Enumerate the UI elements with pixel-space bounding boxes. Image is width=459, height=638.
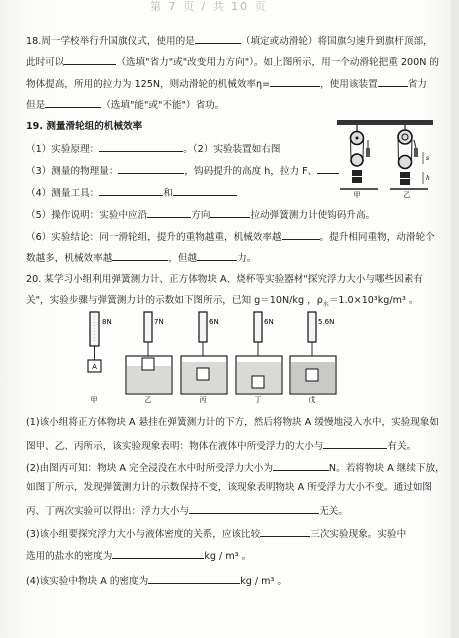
q19-text: ，但越 bbox=[168, 253, 198, 264]
answer-blank[interactable] bbox=[112, 250, 168, 261]
q18-text: 但是 bbox=[26, 100, 46, 111]
q20-text: 选用的盐水的密度为 bbox=[26, 551, 113, 562]
q19-line-3 bbox=[26, 185, 326, 201]
q20-text: ＝1.0×10³kg/m³ 。 bbox=[328, 295, 419, 306]
spring-scale-icon bbox=[144, 312, 152, 342]
q19-title: 19. 测量滑轮组的机械效率 bbox=[26, 121, 143, 132]
q19-text: ，钩码提升的高度 h，拉力 F、 bbox=[184, 166, 318, 177]
setup-yi bbox=[126, 312, 172, 404]
spring-scale-icon bbox=[366, 148, 370, 157]
q20-sub: 水 bbox=[322, 300, 329, 308]
q18-text: （选填"省力"或"改变用力方向"）。如上图所示，用一个动滑轮把重 200N 的 bbox=[116, 57, 440, 68]
fixed-pulley-icon bbox=[398, 130, 412, 144]
q19-text: 数越多，机械效率越 bbox=[26, 253, 113, 264]
q20-p1-line-1: (1)该小组将正方体物块 A 悬挂在弹簧测力计的下方，然后将物块 A 缓慢地浸入水中，实验现象如 bbox=[26, 417, 440, 428]
q20-text: kg / m³ 。 bbox=[204, 551, 252, 562]
q19-text: 。提升相同重物，动滑轮个 bbox=[319, 232, 435, 243]
q20-text: (3)该小组要探究浮力大小与液体密度的关系，应该比较 bbox=[26, 529, 261, 540]
answer-blank[interactable] bbox=[195, 33, 241, 44]
reading-ding: 6N bbox=[264, 318, 274, 326]
q20-text: (2)由图丙可知：物块 A 完全浸没在水中时所受浮力大小为 bbox=[26, 463, 273, 474]
q19-line-6 bbox=[26, 250, 436, 266]
answer-blank[interactable] bbox=[99, 141, 183, 152]
q18-line-2 bbox=[26, 54, 440, 70]
reading-yi: 7N bbox=[154, 318, 164, 326]
answer-blank[interactable] bbox=[282, 229, 320, 240]
q20-p2-line-3 bbox=[26, 503, 436, 519]
q19-text: （4）测量工具： bbox=[26, 188, 100, 199]
label-bing: 丙 bbox=[199, 396, 207, 404]
spring-scale-icon bbox=[254, 312, 262, 342]
pulley-setup-1 bbox=[340, 125, 378, 199]
q18-text: （选填"能"或"不能"）省功。 bbox=[101, 100, 225, 111]
setup-wu bbox=[290, 312, 336, 404]
q20-text: 丙、丁两次实验可以得出：浮力大小与 bbox=[26, 506, 190, 517]
q18-line-4 bbox=[26, 97, 436, 113]
answer-blank[interactable] bbox=[118, 163, 184, 174]
q20-p2-line-2: 如图丁所示，发现弹簧测力计的示数保持不变，该现象表明物块 A 所受浮力大小不变。通过如图 bbox=[26, 482, 433, 493]
q18-line-1 bbox=[26, 33, 436, 49]
q20-text: 关"，实验步骤与弹簧测力计的示数如下图所示，已知 g＝10N/kg ，ρ bbox=[26, 295, 323, 306]
spring-scale-icon bbox=[414, 148, 418, 157]
q20-p3-line-1 bbox=[26, 526, 436, 542]
q20-text: 三次实验现象。实验中 bbox=[310, 529, 407, 540]
reading-wu: 5.6N bbox=[318, 318, 335, 326]
ceiling-beam bbox=[337, 120, 433, 125]
q19-text: 拉动弹簧测力计使钩码升高。 bbox=[250, 210, 376, 221]
label-yi: 乙 bbox=[144, 396, 152, 404]
header-strip: 第 7 页 / 共 10 页 bbox=[150, 0, 268, 13]
reading-bing: 6N bbox=[209, 318, 219, 326]
answer-blank[interactable] bbox=[173, 185, 237, 196]
buoyancy-experiment-figure bbox=[78, 306, 348, 406]
q19-line-1 bbox=[26, 141, 326, 157]
setup-ding bbox=[236, 312, 282, 404]
q20-text: kg / m³ 。 bbox=[240, 576, 288, 587]
answer-blank[interactable] bbox=[260, 526, 310, 537]
answer-blank[interactable] bbox=[147, 207, 191, 218]
distance-mark-h: h bbox=[426, 175, 430, 182]
distance-mark-s: s bbox=[426, 155, 430, 162]
q19-line-2 bbox=[26, 163, 326, 179]
q19-line-4 bbox=[26, 207, 376, 223]
reading-jia: 8N bbox=[102, 318, 112, 326]
spring-scale-icon bbox=[199, 312, 207, 342]
setup-bing bbox=[181, 312, 227, 404]
q20-text: 无关。 bbox=[319, 506, 348, 517]
q18-text: 此时可以 bbox=[26, 57, 65, 68]
answer-blank[interactable] bbox=[45, 97, 101, 108]
answer-blank[interactable] bbox=[197, 250, 237, 261]
q19-text: 。（2）实验装置如右图 bbox=[183, 144, 281, 155]
q18-text: 省力 bbox=[407, 79, 427, 90]
answer-blank[interactable] bbox=[148, 573, 240, 584]
q20-text: N。若将物块 A 继续下放， bbox=[328, 463, 445, 474]
hook-weight-icon bbox=[400, 172, 410, 178]
q20-text: 有关。 bbox=[387, 441, 417, 452]
q19-text: 方向 bbox=[191, 210, 211, 221]
q19-text: （6）实验结论：同一滑轮组，提升的重物越重，机械效率越 bbox=[26, 232, 282, 243]
q20-text: 图甲、乙、丙所示，该实验现象表明：物体在液体中所受浮力的大小与 bbox=[26, 441, 324, 452]
answer-blank[interactable] bbox=[99, 185, 163, 196]
label-wu: 戊 bbox=[308, 396, 316, 404]
q20-p3-line-2 bbox=[26, 548, 436, 564]
q19-text: （3）测量的物理量： bbox=[26, 166, 119, 177]
spring-scale-icon bbox=[308, 312, 316, 342]
answer-blank[interactable] bbox=[270, 76, 320, 87]
q19-text: （1）实验原理： bbox=[26, 144, 100, 155]
q20-p4-line bbox=[26, 573, 436, 589]
pulley-setup-2 bbox=[390, 125, 430, 199]
q18-text: ，使用该装置 bbox=[320, 79, 378, 90]
label-jia: 甲 bbox=[90, 396, 98, 404]
answer-blank[interactable] bbox=[273, 460, 329, 471]
q18-text: 18.周一学校举行升国旗仪式，使用的是 bbox=[26, 36, 195, 47]
block-a-label: A bbox=[92, 363, 97, 371]
q18-text: 物体提高，所用的拉力为 125N，则动滑轮的机械效率η= bbox=[26, 79, 271, 90]
q20-line-1: 20. 某学习小组利用弹簧测力计、正方体物块 A、烧杯等实验器材"探究浮力大小与哪些因素有 bbox=[26, 274, 423, 285]
pulley-system-figure bbox=[335, 118, 435, 198]
label-ding: 丁 bbox=[254, 396, 262, 404]
answer-blank[interactable] bbox=[189, 503, 319, 514]
answer-blank[interactable] bbox=[378, 76, 408, 87]
movable-pulley-icon bbox=[399, 156, 412, 169]
figure-label-yi: 乙 bbox=[403, 191, 411, 199]
movable-pulley-icon bbox=[351, 154, 363, 166]
q19-text: 和 bbox=[163, 188, 173, 199]
q20-text: (4)该实验中物块 A 的密度为 bbox=[26, 576, 149, 587]
q19-line-5 bbox=[26, 229, 436, 245]
setup-jia bbox=[88, 312, 112, 404]
q20-p2-line-1 bbox=[26, 460, 445, 476]
q18-text: （填定或动滑轮）将国旗匀速升到旗杆顶部， bbox=[240, 36, 433, 47]
q18-line-3 bbox=[26, 76, 436, 92]
q20-p1-line-2 bbox=[26, 438, 436, 454]
hook-weight-icon bbox=[352, 170, 362, 176]
answer-blank[interactable] bbox=[210, 207, 250, 218]
answer-blank[interactable] bbox=[112, 548, 204, 559]
q19-text: （5）操作说明：实验中应沿 bbox=[26, 210, 148, 221]
q19-text: 力。 bbox=[237, 253, 257, 264]
scan-edge bbox=[451, 0, 459, 638]
answer-blank[interactable] bbox=[323, 438, 387, 449]
figure-label-jia: 甲 bbox=[353, 191, 361, 199]
answer-blank[interactable] bbox=[64, 54, 116, 65]
